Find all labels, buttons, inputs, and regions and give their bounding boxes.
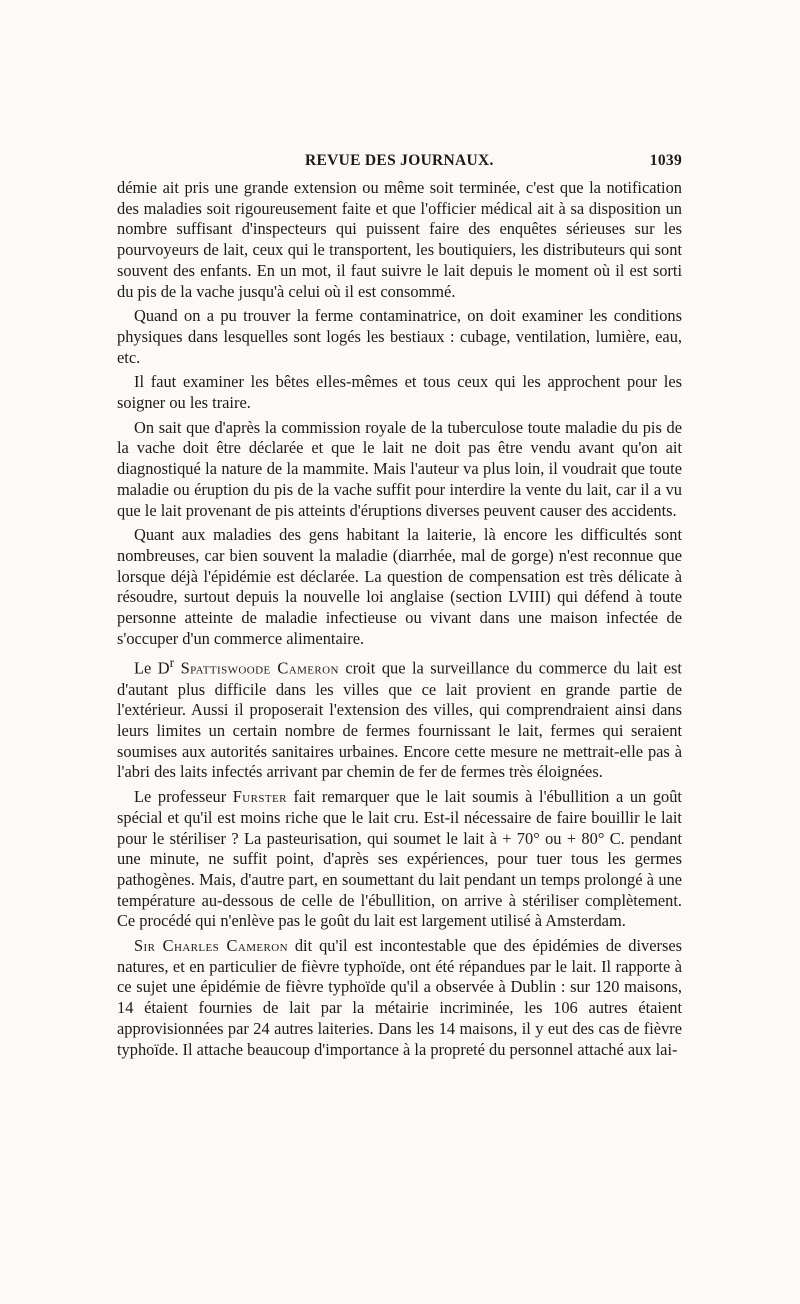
paragraph-6-lead: Le D (134, 658, 170, 678)
paragraph-5: Quant aux maladies des gens habitant la laiterie, là encore les difficultés sont nombreuses, car bien souvent la maladie (diarrhée, mal de gorge) n'est reconnue que lorsque déjà l'épidémie est déclarée. La question de compensation est très délicate à résoudre, surtout depuis la nouvelle loi anglaise (section LVIII) qui défend à toute personne atteinte de maladie infectieuse ou vivant dans une maison infectée de s'occuper d'un commerce alimentaire. (117, 525, 682, 648)
paragraph-8 (117, 936, 682, 1060)
paragraph-8-text: dit qu'il est incontestable que des épidémies de diverses natures, et en particulier de fièvre typhoïde, ont été répandues par le lait. Il rapporte à ce sujet une épidémie de fièvre typhoïde qu'il a observée à Dublin : sur 120 maisons, 14 étaient fournies de lait par la métairie incriminée, les 106 autres étaient approvisionnées par 24 autres laiteries. Dans les 14 maisons, il y eut des cas de fièvre typhoïde. Il attache beaucoup d'importance à la propreté du personnel attaché aux lai- (117, 936, 682, 1059)
section-title: REVUE DES JOURNAUX. (305, 152, 494, 169)
paragraph-1: démie ait pris une grande extension ou même soit terminée, c'est que la notification des maladies soit rigoureusement faite et que l'officier médical ait à sa disposition un nombre suffisant d'inspecteurs qui puissent faire des enquêtes sérieuses sur les pourvoyeurs de lait, ceux qui le transportent, les boutiquiers, les distributeurs qui sont souvent des enfants. En un mot, il faut suivre le lait depuis le moment où il est sorti du pis de la vache jusqu'à celui où il est consommé. (117, 178, 682, 301)
paragraph-7-text: fait remarquer que le lait soumis à l'ébullition a un goût spécial et qu'il est moins riche que le lait cru. Est-il nécessaire de faire bouillir le lait pour le stériliser ? La pasteurisation, qui soumet le lait à + 70° ou + 80° C. pendant une minute, ne suffit point, d'après ses expériences, pour tuer tous les germes pathogènes. Mais, d'autre part, en soumettant du lait pendant un temps prolongé à une température au-dessous de celle de l'ébullition, on arrive à stériliser complètement. Ce procédé qui n'enlève pas le goût du lait est largement utilisé à Amsterdam. (117, 787, 682, 931)
paragraph-4: On sait que d'après la commission royale de la tuberculose toute maladie du pis de la vache doit être déclarée et que le lait ne doit pas être vendu avant qu'on ait diagnostiqué la nature de la mammite. Mais l'auteur va plus loin, il voudrait que toute maladie ou éruption du pis de la vache suffit pour interdire la vente du lait, car il a vu que le lait provenant de pis atteints d'éruptions diverses peuvent causer des accidents. (117, 417, 682, 520)
journal-page (117, 152, 682, 1064)
doctor-abbrev-sup: r (169, 655, 175, 671)
author-name-furster: Furster (232, 787, 287, 807)
page-number: 1039 (649, 152, 682, 169)
paragraph-2: Quand on a pu trouver la ferme contaminatrice, on doit examiner les conditions physiques dans lesquelles sont logés les bestiaux : cubage, ventilation, lumière, eau, etc. (117, 306, 682, 367)
paragraph-3: Il faut examiner les bêtes elles-mêmes et tous ceux qui les approchent pour les soigner ou les traire. (117, 372, 682, 413)
running-header (117, 152, 682, 178)
paragraph-6 (117, 653, 682, 783)
paragraph-6-text: croit que la surveillance du commerce du lait est d'autant plus difficile dans les villes que ce lait provient en grande partie de l'extérieur. Aussi il proposerait l'extension des villes, qui comprendraient ainsi dans leurs limites un certain nombre de fermes fournissant le lait, fermes qui seraient soumises aux autorités sanitaires urbaines. Encore cette mesure ne mettrait-elle pas à l'abri des laits infectés arrivant par chemin de fer de fermes très éloignées. (117, 658, 682, 782)
author-name-spattiswoode-cameron: Spattiswoode Cameron (180, 658, 339, 678)
paragraph-7-lead: Le professeur (134, 787, 233, 807)
author-name-charles-cameron: Sir Charles Cameron (134, 936, 288, 956)
article-body (117, 178, 682, 1060)
paragraph-7 (117, 787, 682, 932)
